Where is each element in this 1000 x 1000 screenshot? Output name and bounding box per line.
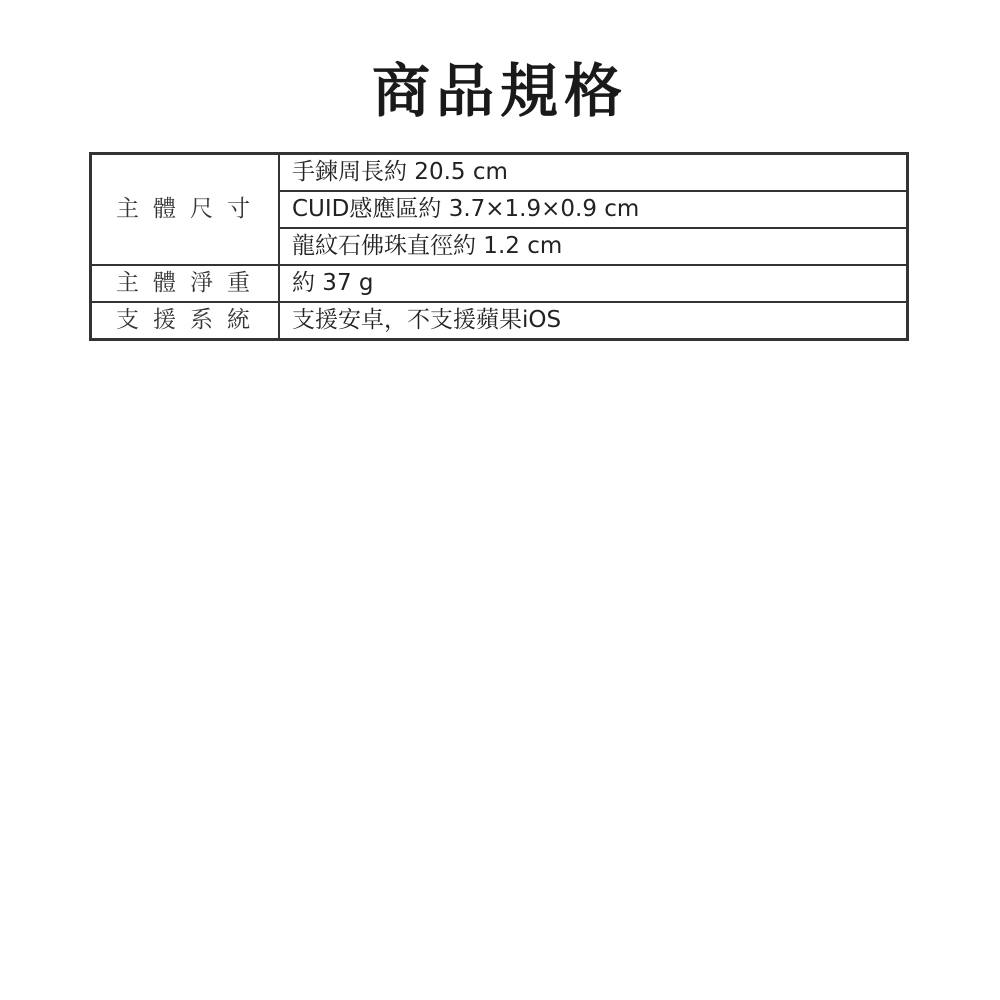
page-title: 商品規格: [371, 57, 628, 125]
spec-table: [89, 152, 909, 341]
table-row: [91, 265, 908, 302]
spec-label-dimensions: 主體尺寸: [91, 154, 280, 266]
spec-label-weight: 主體淨重: [91, 265, 280, 302]
spec-value-sensor-size: CUID感應區約 3.7×1.9×0.9 cm: [279, 191, 908, 228]
spec-value-weight: 約 37 g: [279, 265, 908, 302]
table-row: [91, 154, 908, 192]
table-row: [91, 302, 908, 340]
spec-label-system: 支援系統: [91, 302, 280, 340]
spec-value-system: 支援安卓，不支援蘋果iOS: [279, 302, 908, 340]
spec-value-bracelet-length: 手鍊周長約 20.5 cm: [279, 154, 908, 192]
spec-value-bead-diameter: 龍紋石佛珠直徑約 1.2 cm: [279, 228, 908, 265]
